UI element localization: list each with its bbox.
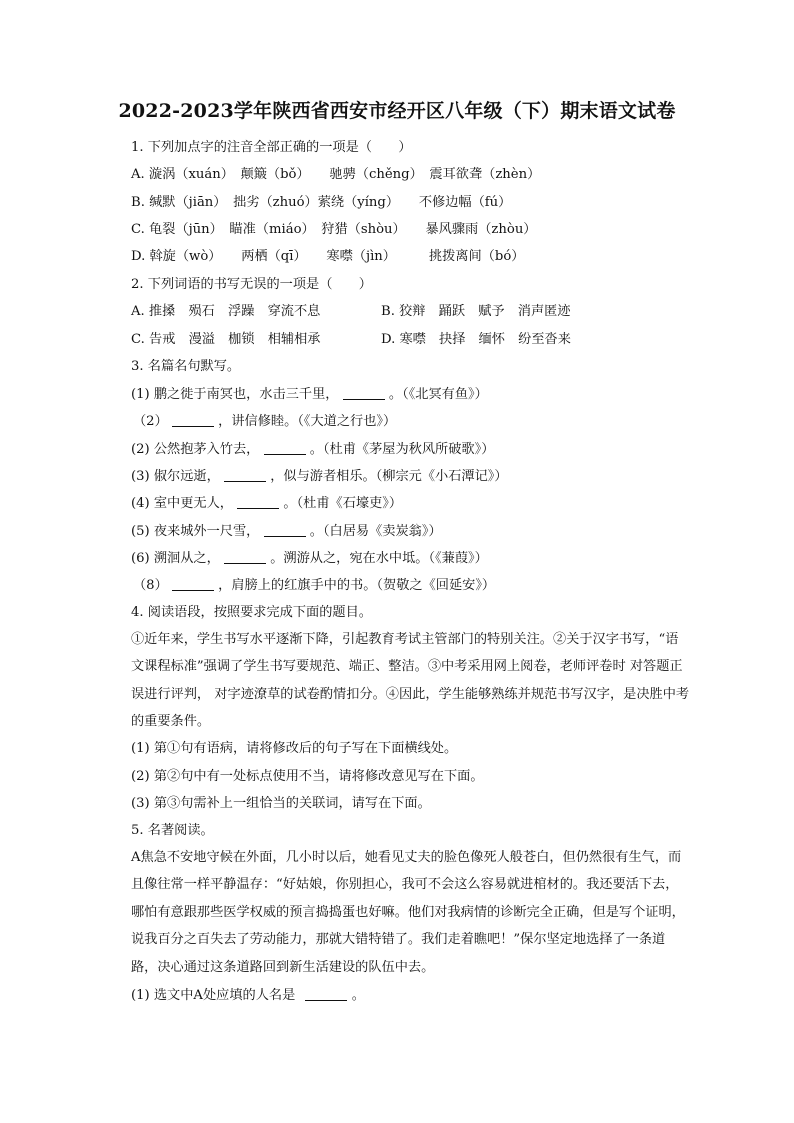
q5-sub-1-pre: (1) 选文中A处应填的人名是 [131,988,296,1003]
answer-blank[interactable] [172,413,214,427]
q3-item [131,523,442,540]
q1-option-b: B. 缄默（jiān） 拙劣（zhuó）萦绕（yíng） 不修边幅（fú） [131,195,512,210]
q3-item-pre: (4) 室中更无人， [131,496,233,511]
answer-blank[interactable] [264,523,306,537]
q3-stem: 3. 名篇名句默写。 [131,359,241,374]
q2-option-a: A. 推搡 殒石 浮躁 穿流不息 [131,304,321,319]
q4-sub-1: (1) 第①句有语病，请将修改后的句子写在下面横线处。 [131,741,458,756]
q3-item-pre: （2） [133,414,168,429]
q3-item-pre: (5) 夜来城外一尺雪， [131,524,260,539]
q2-option-b: B. 狡辩 踊跃 赋予 消声匿迹 [381,304,571,319]
q3-item-post: ，肩膀上的红旗手中的书。（贺敬之《回延安》） [218,578,496,593]
q3-item-pre: （8） [133,578,168,593]
page-title: 2022-2023学年陕西省西安市经开区八年级（下）期末语文试卷 [118,100,676,122]
q3-item [133,577,495,594]
answer-blank[interactable] [237,495,279,509]
q3-item-pre: (6) 溯洄从之， [131,551,220,566]
q3-item-post: 。（杜甫《石壕吏》） [283,496,403,511]
q3-item-post: 。溯游从之，宛在水中坻。（《蒹葭》） [270,551,488,566]
q2-option-c: C. 告戒 漫溢 枷锁 相辅相承 [131,332,321,347]
answer-blank[interactable] [224,468,266,482]
answer-blank[interactable] [305,987,347,1001]
q5-stem: 5. 名著阅读。 [131,823,214,838]
q1-stem: 1. 下列加点字的注音全部正确的一项是（ ） [131,140,412,155]
answer-blank[interactable] [264,441,306,455]
answer-blank[interactable] [343,386,385,400]
q3-item [131,468,508,485]
q3-item-pre: (3) 俶尔远逝， [131,469,220,484]
q4-sub-2: (2) 第②句中有一处标点使用不当，请将修改意见写在下面。 [131,769,484,784]
q3-item-post: 。（杜甫《茅屋为秋风所破歌》） [309,442,495,457]
q3-item [133,413,396,430]
q4-sub-3: (3) 第③句需补上一组恰当的关联词，请写在下面。 [131,796,431,811]
q5-sub-1 [131,987,365,1004]
q4-passage: ①近年来，学生书写水平逐渐下降，引起教育考试主管部门的特别关注。②关于汉字书写，“语文课程标准”强调了学生书写要规范、端正、整洁。③中考采用网上阅卷，老师评卷时 对答题正误进行评判， 对字迹潦草的试卷酌情扣分。④因此，学生能够熟练并规范书写汉字，是决胜中考的重要条件。 [131,632,690,730]
q3-item-post: 。（《北冥有鱼》） [388,387,488,402]
q2-stem: 2. 下列词语的书写无误的一项是（ ） [131,277,372,292]
q3-item-post: 。（白居易《卖炭翁》） [309,524,442,539]
q3-item-post: ，讲信修睦。（《大道之行也》） [218,414,397,429]
q3-item [131,386,488,403]
q3-item [131,495,402,512]
q4-stem: 4. 阅读语段，按照要求完成下面的题目。 [131,605,372,620]
q3-item-pre: (1) 鹏之徙于南冥也，水击三千里， [131,387,339,402]
q3-item [131,550,488,567]
q1-option-a: A. 漩涡（xuán） 颠簸（bǒ） 驰骋（chěng） 震耳欲聋（zhèn） [131,167,541,182]
answer-blank[interactable] [172,577,214,591]
q5-passage: A焦急不安地守候在外面，几小时以后，她看见丈夫的脸色像死人般苍白，但仍然很有生气，而且像往常一样平静温存：“好姑娘，你别担心，我可不会这么容易就进棺材的。我还要活下去，哪怕有意跟那些医学权威的预言捣捣蛋也好嘛。他们对我病情的诊断完全正确，但是写个证明，说我百分之百失去了劳动能力，那就大错特错了。我们走着瞧吧！”保尔坚定地选择了一条道路，决心通过这条道路回到新生活建设的队伍中去。 [131,850,685,975]
q1-option-c: C. 龟裂（jūn） 瞄准（miáo） 狩猎（shòu） 暴风骤雨（zhòu） [131,222,537,237]
q5-sub-1-post: 。 [351,988,365,1003]
q2-option-d: D. 寒噤 抉择 缅怀 纷至沓来 [381,332,571,347]
q3-item-pre: (2) 公然抱茅入竹去， [131,442,260,457]
q1-option-d: D. 斡旋（wò） 两栖（qī） 寒噤（jìn） 挑拨离间（bó） [131,249,525,264]
answer-blank[interactable] [224,550,266,564]
q3-item [131,441,494,458]
q3-item-post: ，似与游者相乐。（柳宗元《小石潭记》） [270,469,508,484]
